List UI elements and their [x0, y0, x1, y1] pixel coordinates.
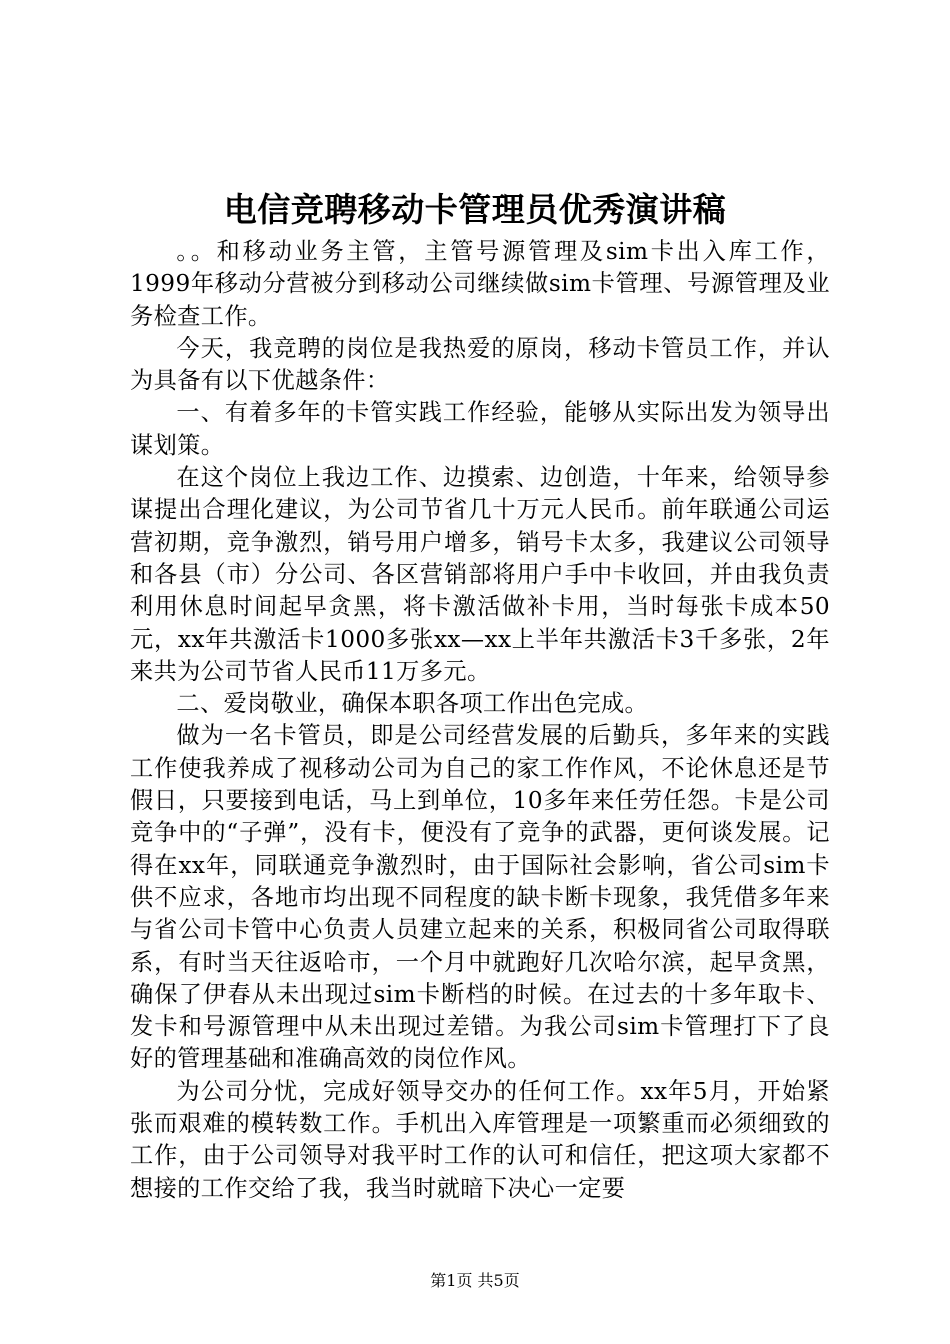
paragraph: 一、有着多年的卡管实践工作经验，能够从实际出发为领导出谋划策。 [130, 399, 830, 459]
paragraph: 做为一名卡管员，即是公司经营发展的后勤兵，多年来的实践工作使我养成了视移动公司为自己的家工作作风，不论休息还是节假日，只要接到电话，马上到单位，10多年来任劳任怨。卡是公司竞争中的“子弹”，没有卡，便没有了竞争的武器，更何谈发展。记得在xx年，同联通竞争激烈时，由于国际社会影响，省公司sim卡供不应求，各地市均出现不同程度的缺卡断卡现象，我凭借多年来与省公司卡管中心负责人员建立起来的关系，积极同省公司取得联系，有时当天往返哈市，一个月中就跑好几次哈尔滨，起早贪黑，确保了伊春从未出现过sim卡断档的时候。在过去的十多年取卡、发卡和号源管理中从未出现过差错。为我公司sim卡管理打下了良好的管理基础和准确高效的岗位作风。 [130, 722, 830, 1073]
paragraph: 为公司分忧，完成好领导交办的任何工作。xx年5月，开始紧张而艰难的模转数工作。手机出入库管理是一项繁重而必须细致的工作，由于公司领导对我平时工作的认可和信任，把这项大家都不想接的工作交给了我，我当时就暗下决心一定要 [130, 1077, 830, 1202]
paragraph: 今天，我竞聘的岗位是我热爱的原岗，移动卡管员工作，并认为具备有以下优越条件： [130, 334, 830, 395]
document-body [130, 236, 830, 1205]
paragraph: 在这个岗位上我边工作、边摸索、边创造，十年来，给领导参谋提出合理化建议，为公司节省几十万元人民币。前年联通公司运营初期，竞争激烈，销号用户增多，销号卡太多，我建议公司领导和各县（市）分公司、各区营销部将用户手中卡收回，并由我负责利用休息时间起早贪黑，将卡激活做补卡用，当时每张卡成本50元，xx年共激活卡1000多张xx—xx上半年共激活卡3千多张，2年来共为公司节省人民币11万多元。 [130, 464, 830, 685]
page-footer: 第1页 共5页 [430, 1271, 520, 1290]
document-title: 电信竞聘移动卡管理员优秀演讲稿 [223, 190, 727, 229]
paragraph: 。。和移动业务主管，主管号源管理及sim卡出入库工作，1999年移动分营被分到移动公司继续做sim卡管理、号源管理及业务检查工作。 [130, 238, 830, 330]
paragraph: 二、爱岗敬业，确保本职各项工作出色完成。 [176, 690, 649, 718]
